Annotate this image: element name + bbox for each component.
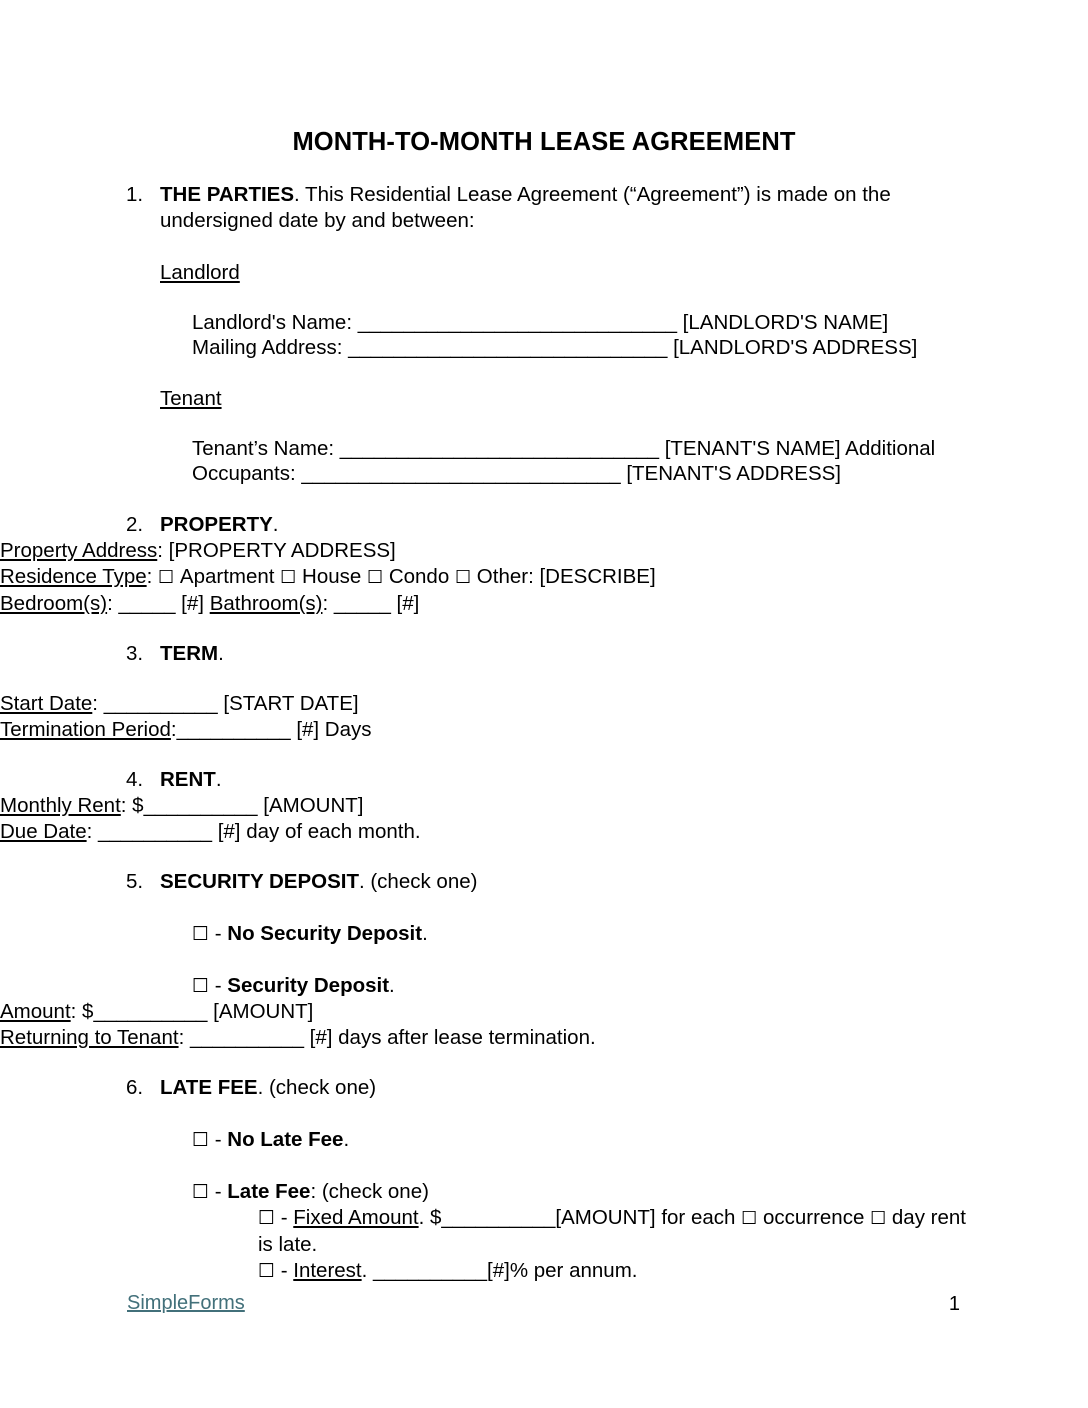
checkbox-late-fee-icon[interactable]: ☐ [192,1181,210,1203]
bedroom-label: Bedroom(s) [0,592,108,615]
clause-number-6: 6. [126,1076,144,1099]
option-no-late-fee[interactable]: ☐ - No Late Fee. [192,1128,350,1151]
landlord-address-placeholder: [LANDLORD'S ADDRESS] [673,336,918,359]
list-item-deposit-amount [0,999,1088,1025]
deposit-returning-label: Returning to Tenant [0,1026,179,1049]
clause-property [0,512,1088,538]
checkbox-per-day-icon[interactable]: ☐ [870,1208,887,1229]
landlord-name-row [0,310,1088,335]
landlord-address-label: Mailing Address: [192,336,343,359]
clause-number-4: 4. [126,768,144,791]
clause-heading-property: PROPERTY [160,513,273,536]
page-title: MONTH-TO-MONTH LEASE AGREEMENT [292,128,796,156]
option-late-fee-label: Late Fee [227,1180,311,1203]
option-no-security-deposit-label: No Security Deposit [227,922,423,945]
bathroom-label: Bathroom(s) [209,592,323,615]
start-date-value[interactable]: : __________ [START DATE] [92,692,359,715]
landlord-section-label: Landlord [160,261,240,284]
checkbox-no-security-deposit-icon[interactable]: ☐ [192,923,210,945]
clause-heading-term: TERM [160,642,219,665]
deposit-amount-value[interactable]: : $__________ [AMOUNT] [70,1000,314,1023]
list-item-residence-type [0,564,1088,591]
option-interest[interactable]: ☐ - Interest. __________[#]% per annum. [258,1259,638,1282]
clause-number-1: 1. [126,183,144,206]
fixed-amount-value[interactable]: . $__________[AMOUNT] for each [418,1206,742,1229]
checkbox-house-icon[interactable]: ☐ [280,567,297,588]
clause-rent [0,767,1088,793]
clause-number-2: 2. [126,513,144,536]
property-address-label: Property Address [0,539,158,562]
clause-heading-security-deposit: SECURITY DEPOSIT [160,870,359,893]
option-no-security-deposit[interactable]: ☐ - No Security Deposit. [192,922,428,945]
tenant-name-placeholder: [TENANT'S NAME] Additional [664,437,936,460]
checkbox-fixed-amount-icon[interactable]: ☐ [258,1207,276,1229]
tenant-occupants-placeholder: [TENANT'S ADDRESS] [626,462,841,485]
clause-heading-term-suffix: . [218,642,224,665]
option-security-deposit-suffix: . [389,974,395,997]
list-item-monthly-rent [0,793,1088,819]
start-date-label: Start Date [0,692,93,715]
clause-the-parties [0,182,1088,234]
option-security-deposit[interactable]: ☐ - Security Deposit. [192,974,395,997]
security-deposit-bullet-list [0,999,1088,1051]
document-body [0,182,1088,1284]
bedroom-blank[interactable]: : _____ [#] [107,592,210,615]
tenant-name-blank[interactable]: ____________________________ [339,437,659,460]
option-late-fee-suffix: : (check one) [310,1180,429,1203]
landlord-name-blank[interactable]: ____________________________ [357,311,677,334]
bathroom-blank[interactable]: : _____ [#] [322,592,420,615]
list-item-due-date [0,819,1088,845]
clause-late-fee [0,1075,1088,1101]
due-date-value[interactable]: : __________ [#] day of each month. [86,820,421,843]
footer-page-number: 1 [948,1293,960,1315]
checkbox-per-occurrence-icon[interactable]: ☐ [741,1208,758,1229]
list-item-bedrooms-bathrooms [0,591,1088,617]
residence-type-colon: : [146,565,159,588]
clause-number-3: 3. [126,642,144,665]
fixed-amount-tail: day rent is late. [258,1206,966,1256]
residence-option-other: Other: [476,565,534,588]
due-date-label: Due Date [0,820,87,843]
tenant-section-label: Tenant [160,387,222,410]
option-no-security-deposit-suffix: . [422,922,428,945]
list-item-property-address [0,538,1088,564]
clause-heading-late-fee: LATE FEE [160,1076,258,1099]
tenant-name-label: Tenant’s Name: [192,437,335,460]
monthly-rent-label: Monthly Rent [0,794,121,817]
clause-term [0,641,1088,667]
property-bullet-list [0,538,1088,617]
option-security-deposit-label: Security Deposit [227,974,390,997]
tenant-occupants-blank[interactable]: ____________________________ [301,462,621,485]
fixed-amount-label: Fixed Amount [293,1206,419,1229]
list-item-start-date [0,691,1088,717]
option-no-late-fee-label: No Late Fee [227,1128,344,1151]
term-bullet-list [0,691,1088,743]
landlord-name-placeholder: [LANDLORD'S NAME] [682,311,889,334]
clause-heading-rent: RENT [160,768,216,791]
clause-security-deposit [0,869,1088,895]
checkbox-no-late-fee-icon[interactable]: ☐ [192,1129,210,1151]
checkbox-apartment-icon[interactable]: ☐ [158,567,175,588]
landlord-address-row [0,335,1088,360]
clause-heading-security-deposit-suffix: . (check one) [358,870,478,893]
tenant-name-row [0,436,1088,461]
deposit-amount-label: Amount [0,1000,71,1023]
landlord-name-label: Landlord's Name: [192,311,353,334]
checkbox-security-deposit-icon[interactable]: ☐ [192,975,210,997]
page-footer [0,1292,1088,1332]
tenant-occupants-row [0,461,1088,486]
residence-option-apartment: Apartment [179,565,275,588]
deposit-returning-value[interactable]: : __________ [#] days after lease termination. [178,1026,596,1049]
termination-period-label: Termination Period [0,718,171,741]
footer-brand-link[interactable]: SimpleForms [127,1292,245,1314]
list-item-deposit-returning [0,1025,1088,1051]
checkbox-interest-icon[interactable]: ☐ [258,1260,276,1282]
option-no-late-fee-suffix: . [343,1128,350,1151]
clause-heading-rent-suffix: . [215,768,222,791]
fixed-amount-occurrence: occurrence [757,1206,871,1229]
checkbox-other-icon[interactable]: ☐ [454,567,472,588]
clause-heading-late-fee-suffix: . (check one) [257,1076,377,1099]
clause-body-the-parties: . This Residential Lease Agreement (“Agreement”) is made on the undersigned date by and between: [160,183,891,232]
list-item-termination-period [0,717,1088,743]
landlord-address-blank[interactable]: ____________________________ [348,336,668,359]
tenant-occupants-label: Occupants: [192,462,296,485]
termination-period-value[interactable]: :__________ [#] Days [170,718,372,741]
option-late-fee[interactable]: ☐ - Late Fee: (check one) [192,1180,429,1203]
rent-bullet-list [0,793,1088,845]
clause-number-5: 5. [126,870,144,893]
interest-value[interactable]: . __________[#]% per annum. [361,1259,638,1282]
monthly-rent-value[interactable]: : $__________ [AMOUNT] [120,794,364,817]
residence-option-house: House [302,565,362,588]
residence-option-condo: Condo [388,565,450,588]
residence-describe-placeholder: [DESCRIBE] [539,565,656,588]
property-address-value: : [PROPERTY ADDRESS] [157,539,396,562]
interest-label: Interest [293,1259,362,1282]
checkbox-condo-icon[interactable]: ☐ [366,567,384,588]
clause-heading-the-parties: THE PARTIES [160,183,295,206]
clause-heading-property-suffix: . [272,513,279,536]
residence-type-label: Residence Type [0,565,147,588]
option-fixed-amount[interactable]: ☐ - Fixed Amount. $__________[AMOUNT] for each ☐ occurrence ☐ day rent is late. [258,1206,966,1256]
